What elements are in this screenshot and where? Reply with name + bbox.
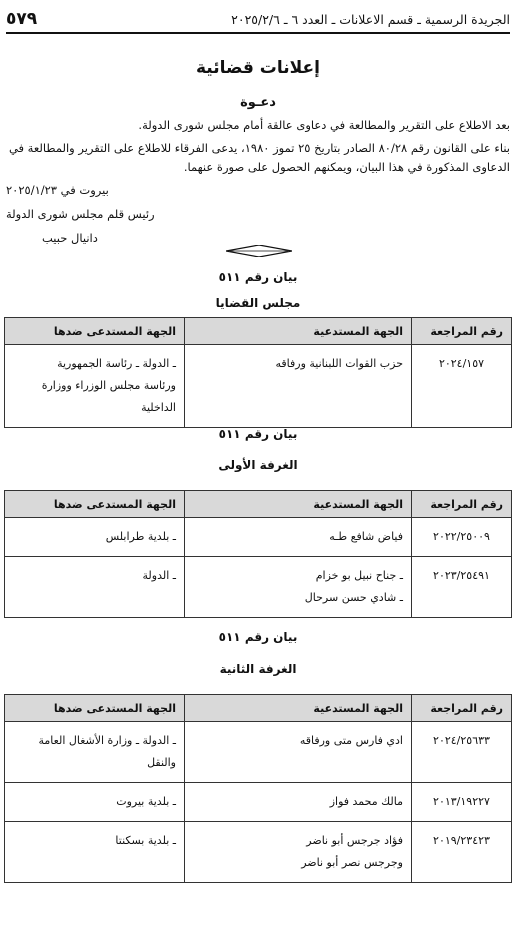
table-row — [5, 345, 512, 428]
defendant-line: ـ الدولة ـ وزارة الأشغال العامة والنقل — [38, 734, 176, 769]
signature-name: دانيال حبيب — [42, 231, 98, 245]
ref-cell: ٢٠١٣/١٩٢٢٧ — [412, 783, 512, 822]
ref-cell: ٢٠٢٢/٢٥٠٠٩ — [412, 518, 512, 557]
defendant-cell — [5, 783, 185, 822]
table-row — [5, 722, 512, 783]
plaintiff-cell — [185, 557, 412, 618]
col-header-defendant: الجهة المستدعى ضدها — [5, 491, 185, 518]
plaintiff-line: حزب القوات اللبنانية ورفاقه — [275, 357, 403, 370]
defendant-line: ورئاسة مجلس الوزراء ووزارة الداخلية — [41, 379, 176, 414]
plaintiff-line: مالك محمد فواز — [329, 795, 403, 808]
page-header — [6, 8, 510, 30]
section2-statement: بيان رقم ٥١١ — [218, 427, 298, 441]
plaintiff-line: فياض شافع طـه — [329, 530, 403, 543]
intro-paragraph: بعد الاطلاع على التقرير والمطالعة في دعاوى عالقة أمام مجلس شورى الدولة. — [138, 118, 510, 132]
signature-date: بيروت في ٢٠٢٥/١/٢٣ — [6, 183, 109, 197]
page-number: ٥٧٩ — [6, 9, 38, 29]
defendant-cell — [5, 557, 185, 618]
section3-chamber: الغرفة الثانية — [219, 662, 297, 676]
defendant-line: ـ بلدية بيروت — [116, 795, 176, 808]
signature-role: رئيس قلم مجلس شورى الدولة — [6, 207, 155, 221]
section2-table — [4, 490, 512, 618]
section2-chamber: الغرفة الأولى — [218, 458, 298, 472]
col-header-plaintiff: الجهة المستدعية — [185, 491, 412, 518]
ref-cell: ٢٠١٩/٢٣٤٢٣ — [412, 822, 512, 883]
plaintiff-cell — [185, 783, 412, 822]
defendant-cell — [5, 345, 185, 428]
section1-chamber: مجلس القضايا — [215, 296, 301, 310]
legal-paragraph: بناء على القانون رقم ٨٠/٢٨ الصادر بتاريخ ٢٥ تموز ١٩٨٠، يدعى الفرقاء للاطلاع على التقرير والمطالعة في الدعاوى المذكورة في هذا البيان، ويمكنهم الحصول على صورة عنهما. — [8, 141, 510, 174]
table-row — [5, 518, 512, 557]
table-row — [5, 557, 512, 618]
plaintiff-cell — [185, 345, 412, 428]
col-header-ref: رقم المراجعة — [412, 491, 512, 518]
ref-cell: ٢٠٢٤/٢٥٦٣٣ — [412, 722, 512, 783]
defendant-line: ـ بلدية بسكنتا — [115, 834, 176, 847]
table-row — [5, 783, 512, 822]
plaintiff-line: ـ جناح نبيل بو خزام — [315, 569, 403, 582]
defendant-cell — [5, 518, 185, 557]
section3-table — [4, 694, 512, 883]
section1-table — [4, 317, 512, 428]
plaintiff-cell — [185, 822, 412, 883]
header-rule — [6, 32, 510, 34]
defendant-line: ـ الدولة ـ رئاسة الجمهورية — [57, 357, 176, 370]
divider-ornament — [226, 245, 292, 257]
col-header-ref: رقم المراجعة — [412, 318, 512, 345]
ref-cell: ٢٠٢٤/١٥٧ — [412, 345, 512, 428]
col-header-plaintiff: الجهة المستدعية — [185, 695, 412, 722]
defendant-line: ـ بلدية طرابلس — [105, 530, 176, 543]
plaintiff-cell — [185, 722, 412, 783]
table-row — [5, 822, 512, 883]
defendant-line: ـ الدولة — [142, 569, 176, 582]
header-publication: الجريدة الرسمية ـ قسم الاعلانات ـ العدد ٦ ـ ٢٠٢٥/٢/٦ — [231, 11, 510, 27]
notice-subtitle: دعـوة — [240, 95, 276, 110]
col-header-defendant: الجهة المستدعى ضدها — [5, 695, 185, 722]
ref-cell: ٢٠٢٣/٢٥٤٩١ — [412, 557, 512, 618]
col-header-plaintiff: الجهة المستدعية — [185, 318, 412, 345]
plaintiff-line: ادي فارس متى ورفاقه — [299, 734, 403, 747]
section1-statement: بيان رقم ٥١١ — [218, 270, 298, 284]
col-header-ref: رقم المراجعة — [412, 695, 512, 722]
plaintiff-cell — [185, 518, 412, 557]
plaintiff-line: فؤاد جرجس أبو ناضر — [306, 834, 403, 847]
defendant-cell — [5, 722, 185, 783]
plaintiff-line: وجرجس نصر أبو ناضر — [301, 856, 403, 869]
defendant-cell — [5, 822, 185, 883]
section3-statement: بيان رقم ٥١١ — [218, 630, 298, 644]
plaintiff-line: ـ شادي حسن سرحال — [304, 591, 403, 604]
col-header-defendant: الجهة المستدعى ضدها — [5, 318, 185, 345]
page-title: إعلانات قضائية — [195, 58, 320, 78]
